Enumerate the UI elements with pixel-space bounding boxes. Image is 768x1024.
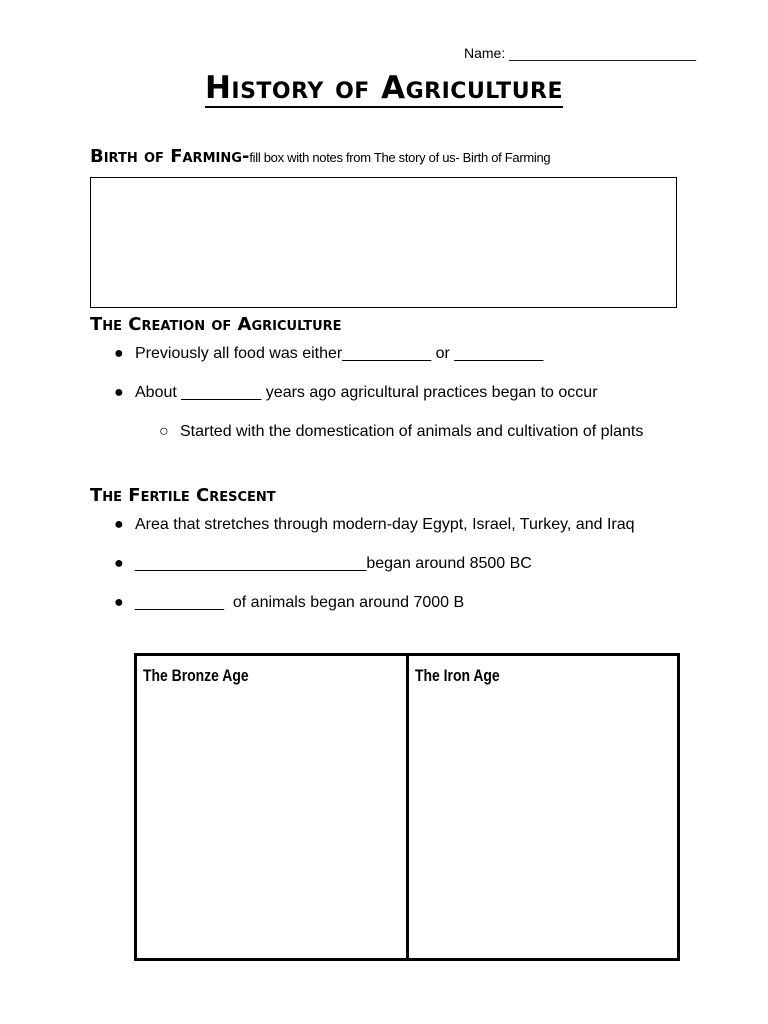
list-item <box>114 594 465 648</box>
section-birth-instruction: fill box with notes from The story of us- Birth of Farming <box>249 150 551 165</box>
bullet-icon: ● <box>114 555 124 572</box>
bronze-age-heading: The Bronze Age <box>143 666 249 685</box>
birth-of-farming-notes-box[interactable] <box>90 177 677 308</box>
list-item-text[interactable]: Previously all food was either__________ or __________ <box>135 345 544 362</box>
section-birth-of-farming <box>90 146 550 167</box>
bronze-iron-age-table <box>134 653 680 961</box>
iron-age-heading: The Iron Age <box>414 666 500 685</box>
bullet-icon: ● <box>114 345 124 362</box>
bronze-age-column[interactable] <box>137 656 406 958</box>
iron-age-column[interactable] <box>406 656 678 958</box>
section-creation-heading: The Creation of Agriculture <box>90 314 342 335</box>
bullet-icon: ● <box>114 594 124 611</box>
page-title <box>0 70 768 108</box>
bullet-icon: ● <box>114 516 124 533</box>
section-birth-heading: Birth of Farming- <box>90 146 250 167</box>
list-item-text: Area that stretches through modern-day Egypt, Israel, Turkey, and Iraq <box>135 516 635 533</box>
list-item-text[interactable]: __________________________began around 8500 BC <box>135 555 532 572</box>
bullet-icon: ● <box>114 384 124 401</box>
list-item-text[interactable]: About _________ years ago agricultural practices began to occur <box>135 384 598 401</box>
list-item-text[interactable]: __________ of animals began around 7000 B <box>135 594 465 611</box>
list-item-text: Started with the domestication of animals and cultivation of plants <box>180 423 644 440</box>
page-title-text: History of Agriculture <box>204 70 564 106</box>
sub-list-item <box>159 423 644 477</box>
hollow-bullet-icon: ○ <box>159 423 169 440</box>
name-field-label[interactable]: Name: ________________________ <box>464 45 696 61</box>
section-fertile-heading: The Fertile Crescent <box>90 485 276 506</box>
